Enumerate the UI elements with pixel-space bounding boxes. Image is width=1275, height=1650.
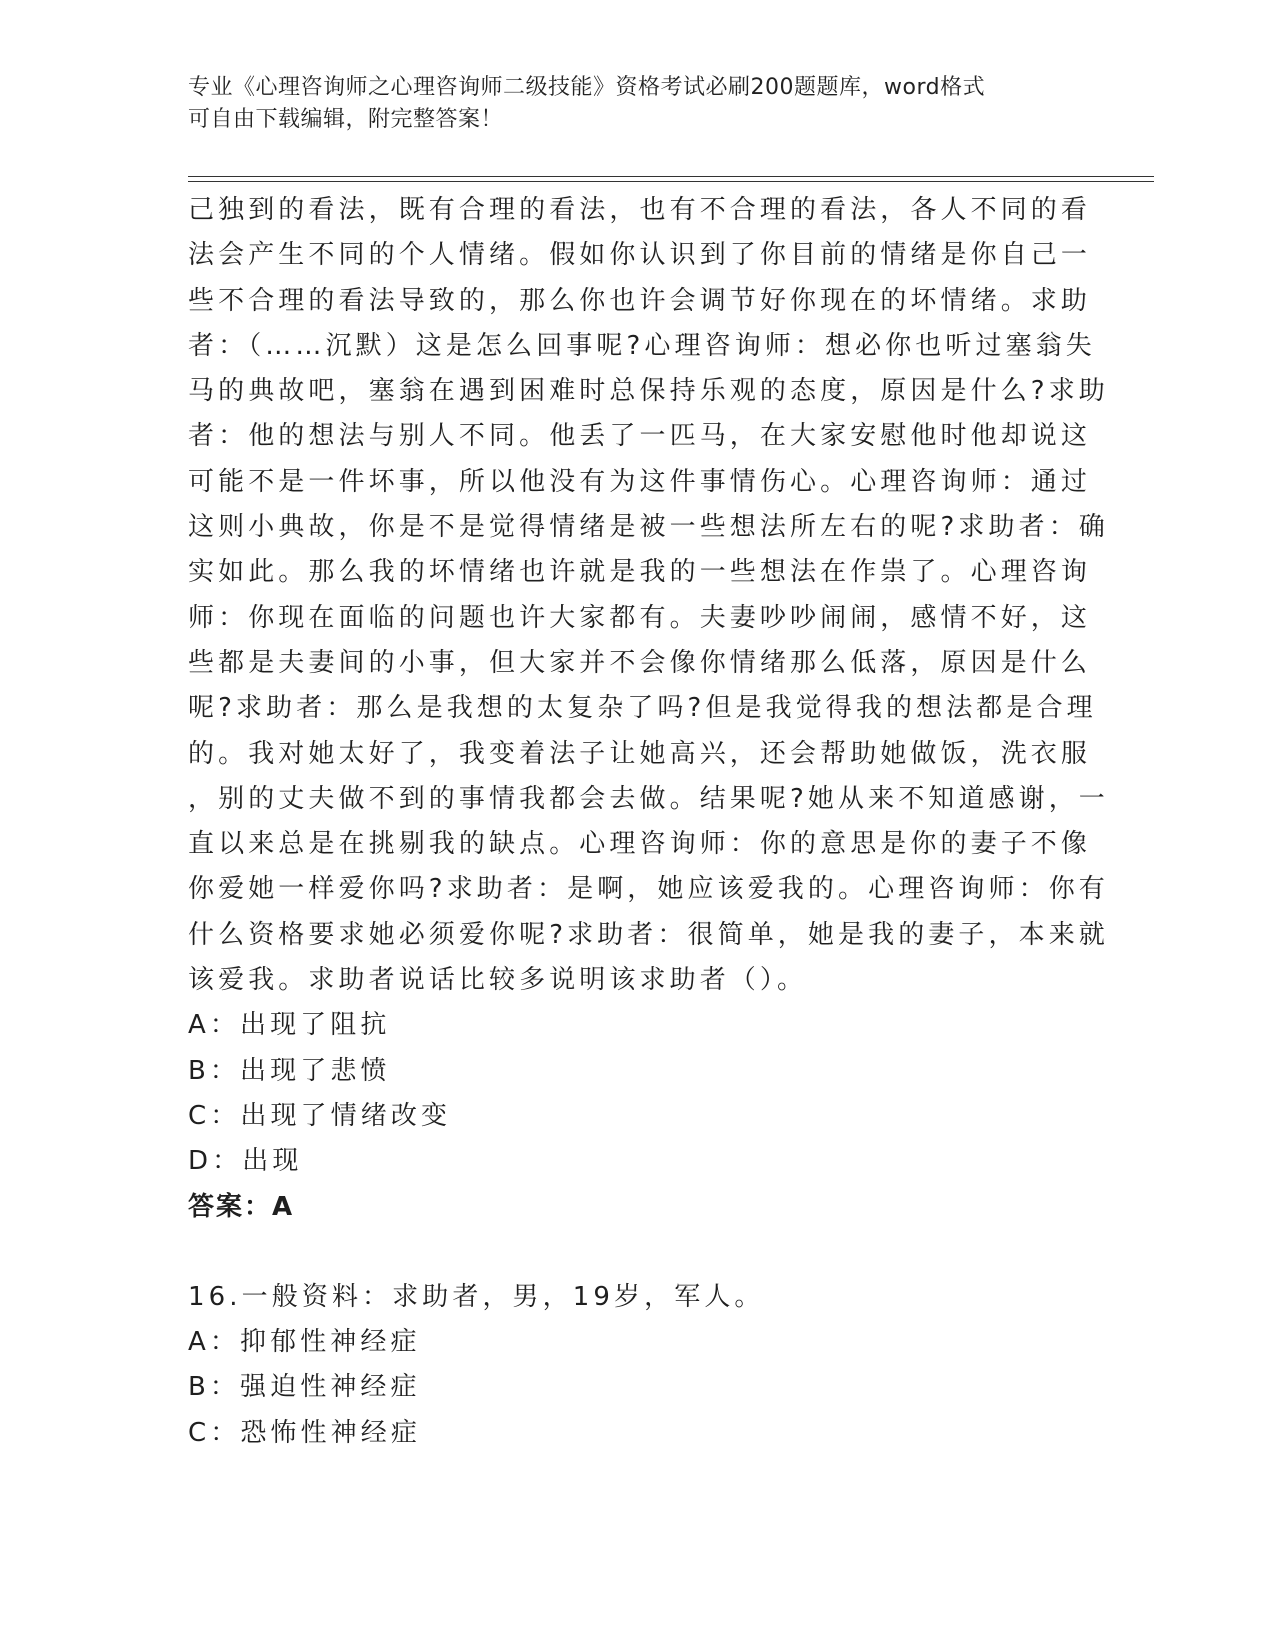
- passage-line: 法会产生不同的个人情绪。假如你认识到了你目前的情绪是你自己一: [188, 240, 1092, 271]
- header-title-line-1: 专业《心理咨询师之心理咨询师二级技能》资格考试必刷200题题库，word格式: [188, 75, 986, 100]
- question-passage: [188, 188, 1109, 1003]
- passage-line: 实如此。那么我的坏情绪也许就是我的一些想法在作祟了。心理咨询: [188, 557, 1092, 588]
- passage-line: 些不合理的看法导致的，那么你也许会调节好你现在的坏情绪。求助: [188, 285, 1092, 316]
- passage-line: 呢?求助者：那么是我想的太复杂了吗?但是我觉得我的想法都是合理: [188, 693, 1097, 724]
- passage-line: 可能不是一件坏事，所以他没有为这件事情伤心。心理咨询师：通过: [188, 466, 1092, 497]
- option-d: D：出现: [188, 1146, 303, 1177]
- document-body: [188, 188, 1109, 1456]
- option-c: C：恐怖性神经症: [188, 1417, 421, 1448]
- header-divider-top: [188, 176, 1154, 177]
- option-c: C：出现了情绪改变: [188, 1100, 452, 1131]
- passage-line: 直以来总是在挑剔我的缺点。心理咨询师：你的意思是你的妻子不像: [188, 829, 1092, 860]
- passage-line: 己独到的看法，既有合理的看法，也有不合理的看法，各人不同的看: [188, 195, 1092, 225]
- answer-label: 答案：A: [188, 1191, 295, 1222]
- spacer: [188, 1230, 1068, 1275]
- option-a: A：出现了阻抗: [188, 1010, 391, 1041]
- page-header: [188, 72, 1068, 136]
- passage-line: 你爱她一样爱你吗?求助者：是啊，她应该爱我的。心理咨询师：你有: [188, 874, 1109, 905]
- passage-line: 马的典故吧，塞翁在遇到困难时总保持乐观的态度，原因是什么?求助: [188, 376, 1109, 407]
- option-b: B：出现了悲愤: [188, 1055, 391, 1086]
- passage-line: 师：你现在面临的问题也许大家都有。夫妻吵吵闹闹，感情不好，这: [188, 602, 1092, 633]
- question-16-stem: 16.一般资料：求助者，男，19岁，军人。: [188, 1281, 765, 1312]
- passage-line: 这则小典故，你是不是觉得情绪是被一些想法所左右的呢?求助者：确: [188, 512, 1109, 543]
- passage-line: ，别的丈夫做不到的事情我都会去做。结果呢?她从来不知道感谢，一: [188, 783, 1109, 814]
- option-b: B：强迫性神经症: [188, 1372, 421, 1403]
- passage-line: 些都是夫妻间的小事，但大家并不会像你情绪那么低落，原因是什么: [188, 647, 1092, 678]
- option-a: A：抑郁性神经症: [188, 1327, 421, 1358]
- question-16: [188, 1275, 1068, 1456]
- passage-line: 者：（……沉默）这是怎么回事呢?心理咨询师：想必你也听过塞翁失: [188, 330, 1096, 361]
- passage-line: 什么资格要求她必须爱你呢?求助者：很简单，她是我的妻子，本来就: [188, 919, 1109, 950]
- header-title-line-2: 可自由下载编辑，附完整答案！: [188, 107, 504, 132]
- header-divider-bottom: [188, 181, 1154, 182]
- passage-line: 者：他的想法与别人不同。他丢了一匹马，在大家安慰他时他却说这: [188, 421, 1092, 452]
- passage-line: 的。我对她太好了，我变着法子让她高兴，还会帮助她做饭，洗衣服: [188, 738, 1092, 769]
- passage-line: 该爱我。求助者说话比较多说明该求助者（）。: [188, 965, 808, 996]
- question-15-options: [188, 1003, 1068, 1184]
